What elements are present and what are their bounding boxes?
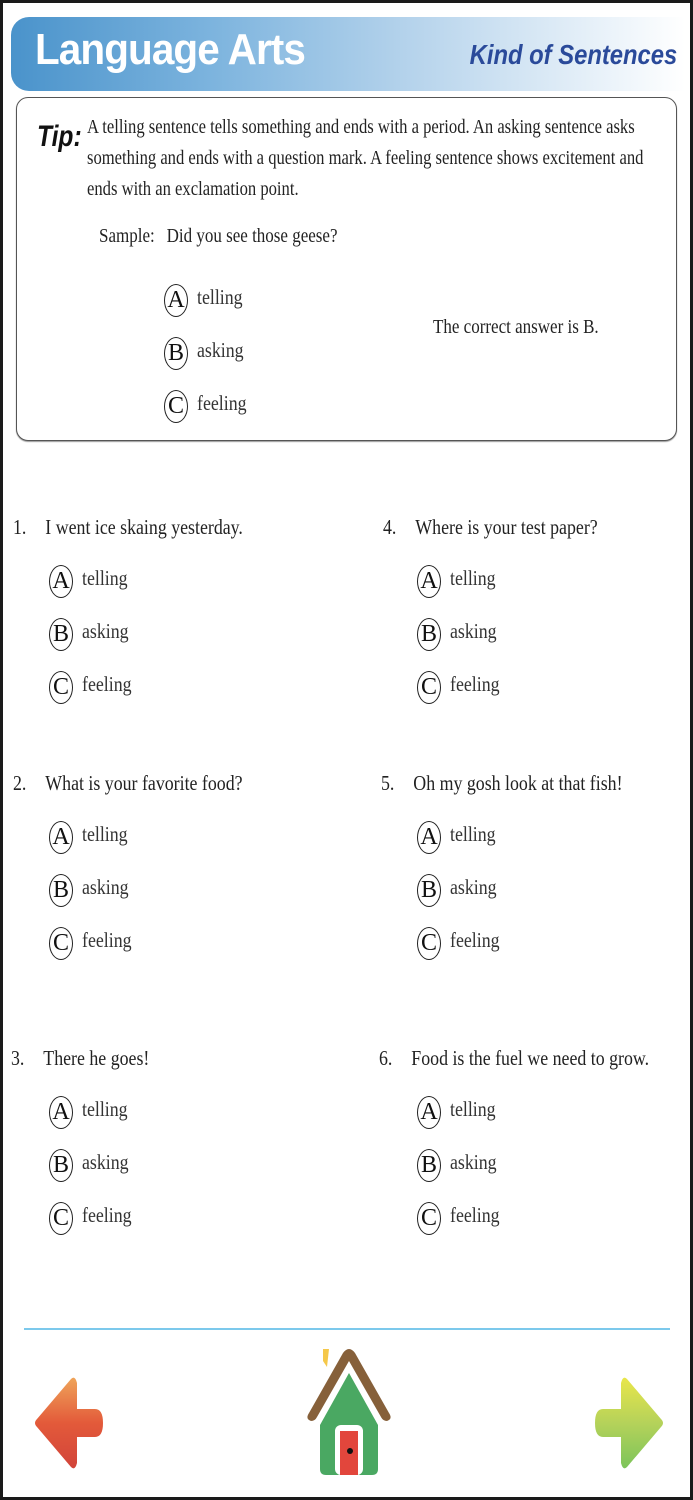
question-prompt: I went ice skaing yesterday.	[45, 515, 243, 539]
option-label: feeling	[450, 672, 500, 696]
option-label: asking	[82, 1150, 129, 1174]
question-3	[11, 1046, 174, 1245]
bubble-a[interactable]: A	[49, 565, 73, 598]
bubble-c[interactable]: C	[49, 671, 73, 704]
option-label: asking	[197, 338, 244, 362]
q5-option-b[interactable]	[417, 864, 665, 917]
bubble-c[interactable]: C	[417, 671, 441, 704]
next-button[interactable]	[593, 1375, 665, 1471]
bubble-a[interactable]: A	[417, 1096, 441, 1129]
sample-options	[164, 274, 255, 433]
page-subtitle: Kind of Sentences	[469, 39, 677, 70]
option-label: telling	[82, 1097, 128, 1121]
q2-option-c[interactable]	[49, 917, 283, 970]
home-button[interactable]	[303, 1345, 395, 1477]
bubble-c[interactable]: C	[49, 927, 73, 960]
option-label: feeling	[450, 928, 500, 952]
question-number: 6.	[379, 1046, 393, 1070]
bubble-a[interactable]: A	[417, 821, 441, 854]
home-icon	[303, 1345, 395, 1477]
sample-option-c[interactable]	[164, 380, 255, 433]
q3-option-b[interactable]	[49, 1139, 174, 1192]
tip-text-content: A telling sentence tells something and ends with a period. An asking sentence asks something and ends with a question mark. A feeling sentence shows excitement and ends with an exclamation point.	[87, 116, 644, 200]
q4-option-a[interactable]	[417, 555, 636, 608]
question-prompt: Oh my gosh look at that fish!	[413, 771, 623, 795]
option-label: telling	[82, 566, 128, 590]
option-label: telling	[450, 822, 496, 846]
q3-option-a[interactable]	[49, 1086, 174, 1139]
bubble-b[interactable]: B	[417, 874, 441, 907]
q4-option-c[interactable]	[417, 661, 636, 714]
option-label: telling	[197, 285, 243, 309]
option-label: asking	[82, 619, 129, 643]
option-label: feeling	[82, 672, 132, 696]
question-2	[13, 771, 283, 970]
question-prompt: Where is your test paper?	[415, 515, 598, 539]
tip-box	[16, 97, 677, 441]
bubble-c[interactable]: C	[49, 1202, 73, 1235]
option-label: asking	[450, 1150, 497, 1174]
question-number: 2.	[13, 771, 27, 795]
question-text	[379, 1046, 649, 1080]
right-arrow-icon	[593, 1375, 665, 1471]
question-prompt: There he goes!	[43, 1046, 150, 1070]
q5-option-c[interactable]	[417, 917, 665, 970]
header-banner	[11, 17, 685, 91]
option-label: feeling	[450, 1203, 500, 1227]
option-label: telling	[82, 822, 128, 846]
question-text	[13, 515, 243, 549]
question-number: 3.	[11, 1046, 25, 1070]
q2-option-a[interactable]	[49, 811, 283, 864]
footer-divider	[24, 1328, 670, 1330]
option-label: telling	[450, 566, 496, 590]
sample-line	[99, 225, 338, 248]
bubble-a[interactable]: A	[49, 821, 73, 854]
option-label: feeling	[197, 391, 247, 415]
question-number: 5.	[381, 771, 395, 795]
bubble-b[interactable]: B	[49, 618, 73, 651]
question-text	[13, 771, 243, 805]
bubble-b[interactable]: B	[49, 1149, 73, 1182]
bubble-b[interactable]: B	[417, 618, 441, 651]
q6-option-b[interactable]	[417, 1139, 693, 1192]
q1-option-a[interactable]	[49, 555, 283, 608]
q6-option-a[interactable]	[417, 1086, 693, 1139]
worksheet-page	[3, 3, 690, 1497]
question-prompt: What is your favorite food?	[45, 771, 243, 795]
question-prompt: Food is the fuel we need to grow.	[411, 1046, 650, 1070]
option-label: asking	[450, 875, 497, 899]
bubble-b[interactable]: B	[164, 337, 188, 370]
bubble-c[interactable]: C	[417, 927, 441, 960]
q5-option-a[interactable]	[417, 811, 665, 864]
sample-label: Sample:	[99, 225, 155, 247]
bubble-a[interactable]: A	[164, 284, 188, 317]
q1-option-c[interactable]	[49, 661, 283, 714]
option-label: asking	[450, 619, 497, 643]
option-label: asking	[82, 875, 129, 899]
question-number: 4.	[383, 515, 397, 539]
question-5	[381, 771, 665, 970]
bubble-a[interactable]: A	[49, 1096, 73, 1129]
question-text	[383, 515, 598, 549]
bubble-b[interactable]: B	[417, 1149, 441, 1182]
option-label: telling	[450, 1097, 496, 1121]
q2-option-b[interactable]	[49, 864, 283, 917]
back-button[interactable]	[33, 1375, 105, 1471]
q6-option-c[interactable]	[417, 1192, 693, 1245]
question-text	[381, 771, 623, 805]
left-arrow-icon	[33, 1375, 105, 1471]
q3-option-c[interactable]	[49, 1192, 174, 1245]
question-text	[11, 1046, 149, 1080]
q4-option-b[interactable]	[417, 608, 636, 661]
page-title: Language Arts	[35, 25, 305, 74]
question-1	[13, 515, 283, 714]
bubble-a[interactable]: A	[417, 565, 441, 598]
sample-option-b[interactable]	[164, 327, 255, 380]
tip-text	[87, 112, 668, 205]
bubble-b[interactable]: B	[49, 874, 73, 907]
sample-question: Did you see those geese?	[166, 225, 338, 247]
correct-answer-text: The correct answer is B.	[433, 316, 599, 338]
question-4	[383, 515, 636, 714]
bubble-c[interactable]: C	[164, 390, 188, 423]
tip-label: Tip:	[37, 120, 82, 153]
question-number: 1.	[13, 515, 27, 539]
bubble-c[interactable]: C	[417, 1202, 441, 1235]
sample-option-a[interactable]	[164, 274, 255, 327]
option-label: feeling	[82, 1203, 132, 1227]
q1-option-b[interactable]	[49, 608, 283, 661]
option-label: feeling	[82, 928, 132, 952]
question-6	[379, 1046, 693, 1245]
